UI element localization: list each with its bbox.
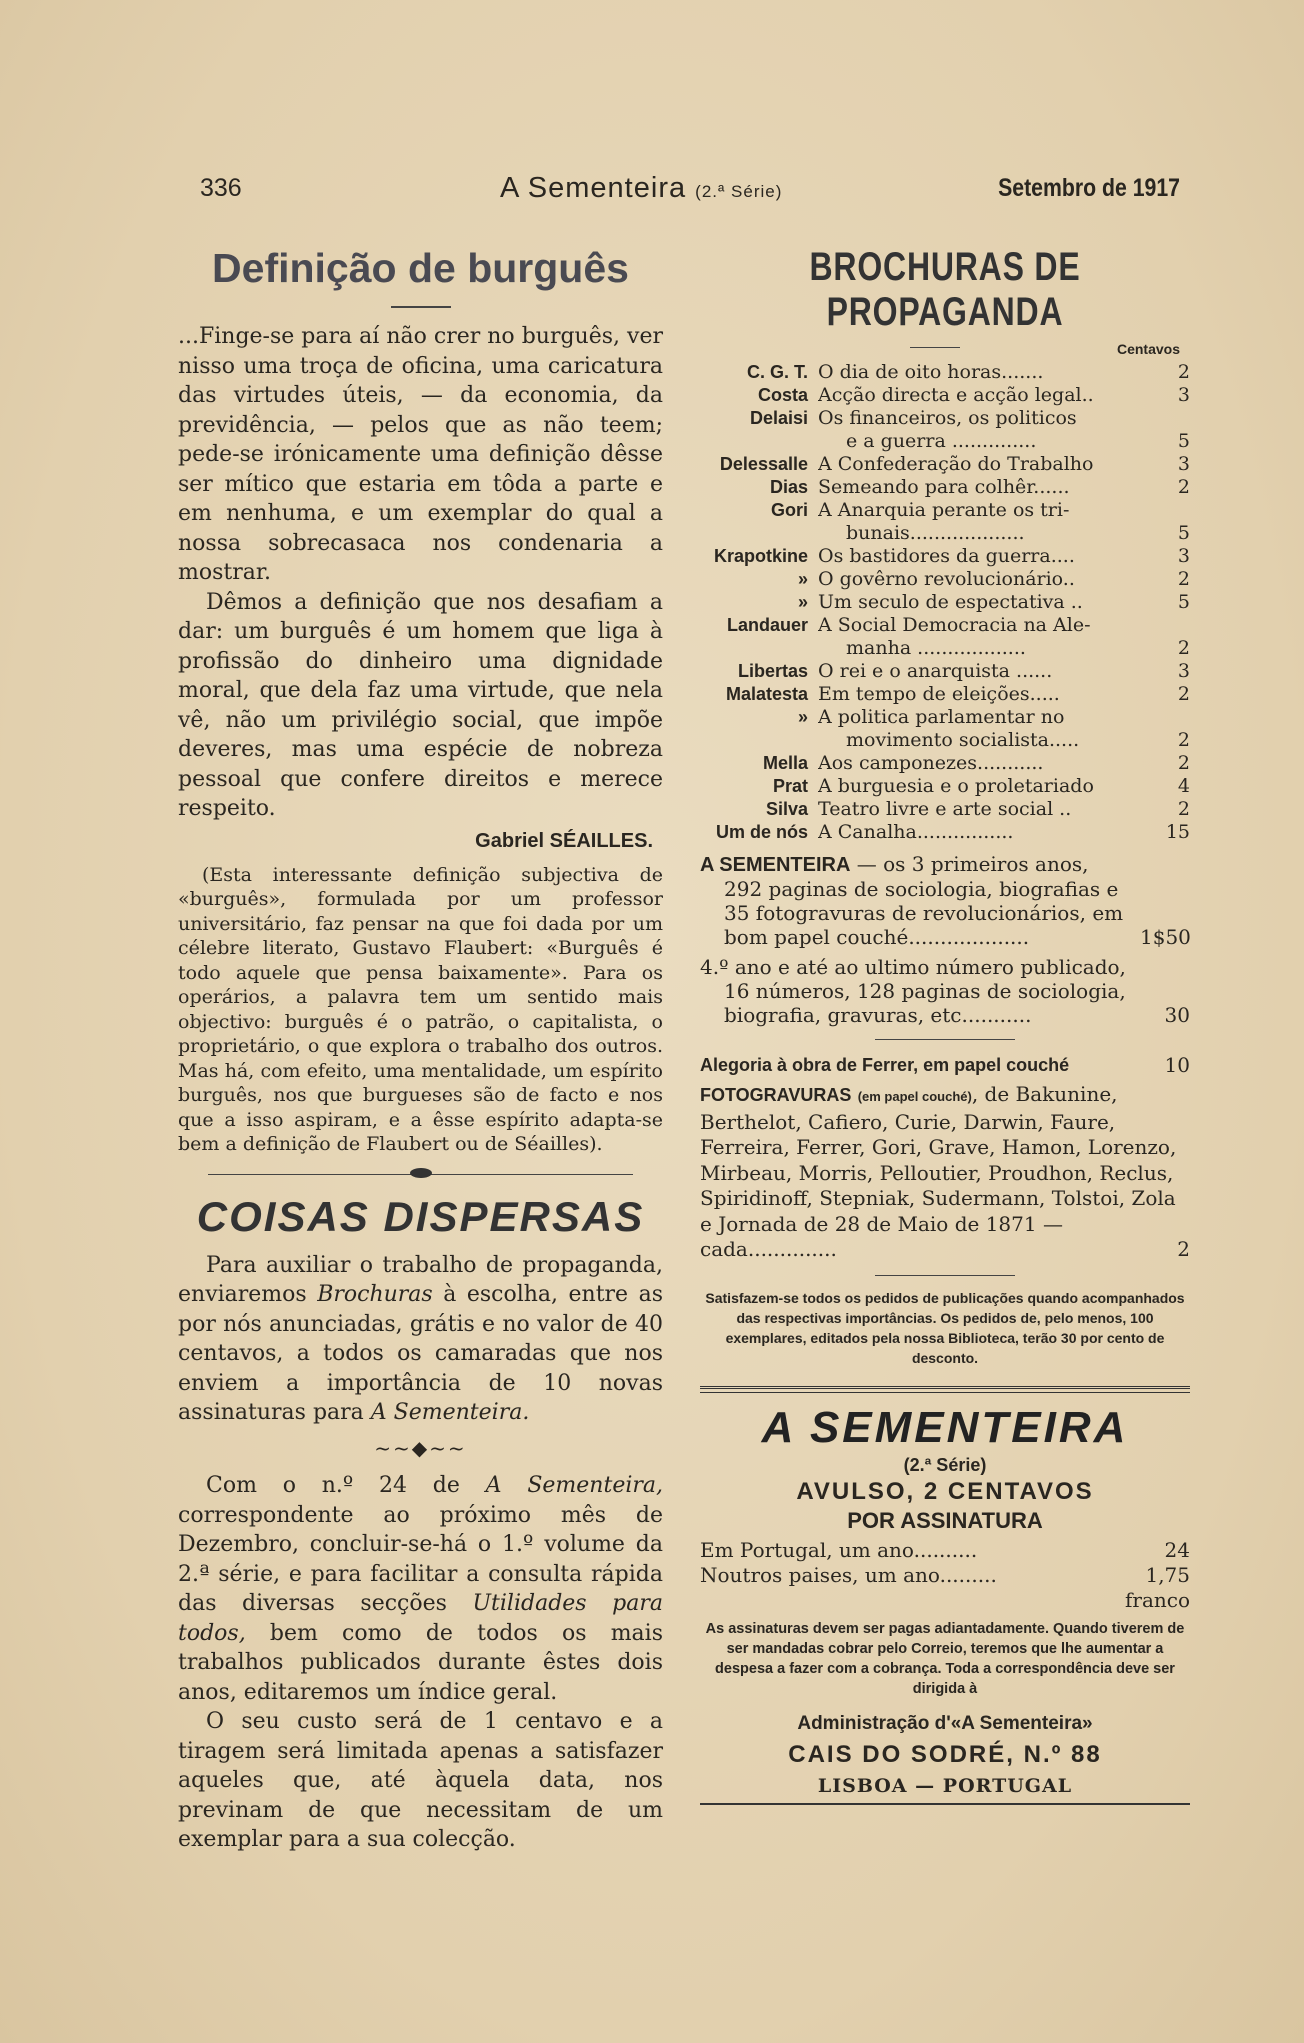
- brochure-author: Prat: [772, 776, 808, 796]
- article-paragraph-2: Dêmos a definição que nos desafiam a dar: um burguês é um homem que liga à profissão do dinheiro uma dignidade moral, que dela faz uma virtude, que nela vê, não um privilégio social, que impõe deveres, mas uma espécie de nobreza pessoal que confere direitos e merece respeito.: [178, 589, 663, 821]
- brochure-row: [700, 545, 1190, 568]
- promo-lead: A SEMENTEIRA: [700, 854, 851, 876]
- sementeira-title: A SEMENTEIRA: [761, 1402, 1129, 1452]
- brochure-title: O rei e o anarquista ......: [818, 660, 1053, 682]
- brochure-price: 2: [1177, 752, 1190, 774]
- sementeira-serie: (2.ª Série): [903, 1454, 987, 1475]
- line-price: 24: [1164, 1537, 1190, 1562]
- promo-first-line: [700, 852, 1190, 877]
- mid-rule-2: [875, 1275, 1015, 1276]
- brochure-row: [700, 660, 1190, 683]
- line-price: [1140, 979, 1190, 1003]
- brochure-row: [700, 453, 1190, 476]
- brochure-price: [1150, 706, 1190, 729]
- bottom-rule: [700, 1803, 1190, 1805]
- brochure-row: [700, 775, 1190, 798]
- avulso-price: AVULSO, 2 CENTAVOS: [796, 1477, 1094, 1505]
- brochure-author: [700, 729, 818, 752]
- alegoria-item: [700, 1052, 1190, 1078]
- brochure-price: 3: [1177, 453, 1190, 475]
- brochure-row: [700, 798, 1190, 821]
- address: CAIS DO SODRÉ, N.º 88: [788, 1740, 1102, 1768]
- brochure-title: A Canalha................: [818, 821, 1014, 843]
- coisas-p2-em: A Sementeira,: [485, 1473, 663, 1498]
- line-price: [1140, 901, 1190, 925]
- line-text: bom papel couché...................: [724, 925, 1030, 949]
- article-title: Definição de burguês: [212, 245, 629, 291]
- brochure-author: Gori: [770, 500, 808, 520]
- article-body: [178, 322, 663, 824]
- brochure-price: 2: [1177, 798, 1190, 820]
- editorial-note: (Esta interessante definição subjectiva de «burguês», formulada por um professor universitário, faz pensar na que foi dada por um célebre literato, Gustavo Flaubert: «Burguês é todo aquele que pensa baixamente». Para os operários, a palavra tem um sentido mais objectivo: burguês é o patrão, o capitalista, o proprietário, o que explora o trabalho dos outros. Mas há, com efeito, uma mentalidade, um espírito burguês, nos que burgueses são de facto e nos que a isso aspiram, e a êsse espírito adapta-se bem a definição de Flaubert ou de Séailles).: [178, 863, 663, 1155]
- right-column: [700, 245, 1190, 1805]
- brochure-price: 3: [1177, 545, 1190, 567]
- brochure-price: 15: [1165, 821, 1190, 843]
- brochure-price: 3: [1177, 660, 1190, 682]
- price-line: [700, 925, 1190, 949]
- left-column: [178, 245, 663, 1855]
- coisas-body: [178, 1251, 663, 1855]
- line-text: biografia, gravuras, etc...........: [724, 1003, 1032, 1027]
- brochure-price: 2: [1177, 568, 1190, 590]
- title-rule: [391, 306, 451, 308]
- brochure-price: 2: [1177, 683, 1190, 705]
- centavos-rule: [910, 347, 960, 348]
- brochure-author: Delessalle: [719, 454, 808, 474]
- brochuras-title: BROCHURAS DE PROPAGANDA: [809, 245, 1081, 334]
- brochure-row: [700, 683, 1190, 706]
- brochure-row: [700, 614, 1190, 637]
- promo-lines-1: [700, 877, 1190, 949]
- coisas-paragraph-3: O seu custo será de 1 centavo e a tiragem será limitada apenas a satisfazer aqueles que, até àquela data, nos previnam de que necessitam de um exemplar para a sua colecção.: [178, 1709, 663, 1852]
- brochure-price: 5: [1177, 430, 1190, 452]
- coisas-p1-em: Brochuras: [317, 1282, 433, 1307]
- brochure-title: Teatro livre e arte social ..: [818, 798, 1072, 820]
- brochure-price: 4: [1177, 775, 1190, 797]
- brochure-row: [700, 821, 1190, 844]
- line-text: 35 fotogravuras de revolucionários, em: [724, 901, 1124, 925]
- brochure-row: [700, 706, 1190, 729]
- promo-lines-2: [700, 979, 1190, 1027]
- brochure-title: A politica parlamentar no: [818, 706, 1065, 728]
- brochure-price: 5: [1177, 522, 1190, 544]
- brochure-row: [700, 430, 1190, 453]
- subscription-prices: [700, 1538, 1190, 1613]
- brochure-price: 2: [1177, 729, 1190, 751]
- line-text: 292 paginas de sociologia, biografias e: [724, 877, 1119, 901]
- fotogravuras-block: [700, 1082, 1190, 1263]
- brochure-title: movimento socialista.....: [846, 729, 1080, 751]
- brochure-author: [700, 522, 818, 545]
- foto-lead: FOTOGRAVURAS: [700, 1085, 852, 1105]
- double-rule: [700, 1386, 1190, 1393]
- brochure-row: [700, 361, 1190, 384]
- brochure-author: »: [797, 592, 808, 612]
- coisas-p2-text-c: bem como de todos os mais trabalhos publicados durante êstes dois anos, editaremos um índice geral.: [178, 1620, 663, 1705]
- brochure-title: Os financeiros, os politicos: [818, 407, 1077, 429]
- brochure-author: [700, 430, 818, 453]
- brochure-author: Krapotkine: [713, 546, 808, 566]
- coisas-paragraph-2: [178, 1471, 663, 1707]
- notice-text: Satisfazem-se todos os pedidos de publicações quando acompanhados das respectivas importâncias. Os pedidos de, pelo menos, 100 exemplares, editados pela nossa Biblioteca, terão 30 por cento de desconto.: [705, 1289, 1185, 1366]
- brochure-row: [700, 499, 1190, 522]
- brochure-price: [1150, 407, 1190, 430]
- brochure-row: [700, 522, 1190, 545]
- brochure-title: A Social Democracia na Ale-: [818, 614, 1091, 636]
- brochure-row: [700, 752, 1190, 775]
- assinatura-heading: POR ASSINATURA: [847, 1507, 1043, 1533]
- promo2-first-line: 4.º ano e até ao ultimo número publicado,: [700, 955, 1126, 979]
- coisas-paragraph-1: [178, 1251, 663, 1428]
- coisas-p2-em2: Utilidades para todos,: [178, 1591, 663, 1646]
- brochures-list: [700, 361, 1190, 844]
- line-text: Noutros paises, um ano.........: [700, 1562, 997, 1587]
- brochure-price: 2: [1177, 637, 1190, 659]
- brochure-title: O govêrno revolucionário..: [818, 568, 1075, 590]
- brochure-row: [700, 591, 1190, 614]
- line-price: 30: [1164, 1003, 1190, 1027]
- brochure-author: Mella: [762, 753, 808, 773]
- brochure-price: [1150, 614, 1190, 637]
- brochure-title: Aos camponezes...........: [818, 752, 1044, 774]
- brochure-title: Semeando para colhêr......: [818, 476, 1070, 498]
- brochure-title: e a guerra ..............: [846, 430, 1037, 452]
- line-price: 1,75 franco: [1124, 1562, 1190, 1612]
- brochure-author: Malatesta: [725, 684, 808, 704]
- price-line: [700, 901, 1190, 925]
- page-number: 336: [200, 174, 242, 202]
- coisas-p2-text-b: correspondente ao próximo mês de Dezembro, concluir-se-há o 1.º volume da 2.ª série, e para facilitar a consulta rápida das diversas secções: [178, 1502, 663, 1616]
- price-line: [700, 979, 1190, 1003]
- journal-title: [500, 172, 782, 205]
- brochure-title: bunais...................: [846, 522, 1025, 544]
- brochure-price: 2: [1177, 361, 1190, 383]
- brochure-author: [700, 637, 818, 660]
- line-text: 16 números, 128 paginas de sociologia,: [724, 979, 1126, 1003]
- city: LISBOA — PORTUGAL: [817, 1774, 1073, 1797]
- brochure-price: 5: [1177, 591, 1190, 613]
- brochure-title: A Confederação do Trabalho: [818, 453, 1094, 475]
- fine-print: As assinaturas devem ser pagas adiantadamente. Quando tiverem de ser mandadas cobrar pelo Correio, teremos que lhe aumentar a despesa a fazer com a cobrança. Toda a correspondência deve ser dirigida à: [705, 1620, 1185, 1697]
- ornamental-rule: [208, 1165, 633, 1185]
- mid-rule: [875, 1039, 1015, 1040]
- price-line: [700, 877, 1190, 901]
- brochure-price: 2: [1177, 476, 1190, 498]
- brochure-author: C. G. T.: [746, 362, 808, 382]
- coisas-p2-text-a: Com o n.º 24 de: [206, 1473, 486, 1498]
- flourish-ornament: ~~◆~~: [374, 1435, 467, 1460]
- brochure-row: [700, 637, 1190, 660]
- brochure-row: [700, 729, 1190, 752]
- coisas-p1-text-b: à escolha, entre as por nós anunciadas, grátis e no valor de 40 centavos, a todos os camaradas que nos enviem a importância de 10 novas assinaturas para: [178, 1282, 663, 1425]
- coisas-p1-em2: A Sementeira.: [370, 1400, 530, 1425]
- brochure-title: O dia de oito horas.......: [818, 361, 1044, 383]
- brochure-title: Acção directa e acção legal..: [818, 384, 1094, 406]
- coisas-p1-text-a: Para auxiliar o trabalho de propaganda, enviaremos: [178, 1252, 663, 1307]
- article-signature: Gabriel SÉAILLES.: [475, 829, 653, 852]
- brochure-title: Um seculo de espectativa ..: [818, 591, 1083, 613]
- brochure-title: A Anarquia perante os tri-: [818, 499, 1070, 521]
- line-price: 1$50: [1140, 925, 1191, 949]
- brochure-row: [700, 407, 1190, 430]
- foto-text: , de Bakunine, Berthelot, Cafiero, Curie, Darwin, Faure, Ferreira, Ferrer, Gori, Grave, Hamon, Lorenzo, Mirbeau, Morris, Pelloutier, Proudhon, Reclus, Spiridinoff, Stepniak, Sudermann, Tolstoi, Zola e Jornada de 28 de Maio de 1871 — cada..............: [700, 1082, 1177, 1261]
- ornamental-dot: [410, 1168, 432, 1178]
- price-line: [700, 1538, 1190, 1563]
- brochure-author: Costa: [757, 385, 808, 405]
- brochure-row: [700, 568, 1190, 591]
- brochure-title: A burguesia e o proletariado: [818, 775, 1094, 797]
- brochure-author: Delaisi: [749, 408, 808, 428]
- brochure-price: 3: [1177, 384, 1190, 406]
- brochure-author: Silva: [765, 799, 808, 819]
- administration: Administração d'«A Sementeira»: [797, 1712, 1093, 1734]
- brochure-author: Landauer: [726, 615, 808, 635]
- brochure-title: Em tempo de eleições.....: [818, 683, 1060, 705]
- article-paragraph-1: ...Finge-se para aí não crer no burguês, ver nisso uma troça de oficina, uma caricatura das virtudes úteis, — da economia, da previdência, — pelos que as não teem; pede-se irónicamente uma definição dêsse ser mítico que estaria em tôda a parte e em nenhuma, e um exemplar do qual a nossa sobrecasaca nos condenaria a mostrar.: [178, 324, 663, 585]
- price-line: [700, 1003, 1190, 1027]
- alegoria-text: Alegoria à obra de Ferrer, em papel couché: [700, 1055, 1070, 1075]
- centavos-header: [700, 335, 1190, 361]
- brochure-row: [700, 476, 1190, 499]
- line-text: Em Portugal, um ano..........: [700, 1537, 978, 1562]
- issue-date: Setembro de 1917: [998, 174, 1180, 202]
- price-line: [700, 1563, 1190, 1613]
- section-title: COISAS DISPERSAS: [196, 1192, 645, 1240]
- foto-paren: (em papel couché): [857, 1089, 972, 1104]
- brochure-title: manha ..................: [846, 637, 1026, 659]
- brochure-price: [1150, 499, 1190, 522]
- page-header: [200, 168, 1190, 208]
- journal-serie: (2.ª Série): [695, 182, 783, 201]
- centavos-label: Centavos: [1116, 341, 1180, 357]
- promo-text: — os 3 primeiros anos,: [850, 852, 1089, 876]
- brochure-row: [700, 384, 1190, 407]
- brochure-title: Os bastidores da guerra....: [818, 545, 1075, 567]
- brochure-author: Dias: [769, 477, 808, 497]
- alegoria-price: 10: [1164, 1053, 1190, 1077]
- line-price: [1140, 877, 1190, 901]
- brochure-author: »: [797, 707, 808, 727]
- brochure-author: Libertas: [737, 661, 808, 681]
- foto-price: 2: [1177, 1237, 1190, 1261]
- promo-block: [700, 852, 1190, 1027]
- brochure-author: »: [797, 569, 808, 589]
- journal-name: A Sementeira: [500, 172, 687, 204]
- brochure-author: Um de nós: [715, 822, 808, 842]
